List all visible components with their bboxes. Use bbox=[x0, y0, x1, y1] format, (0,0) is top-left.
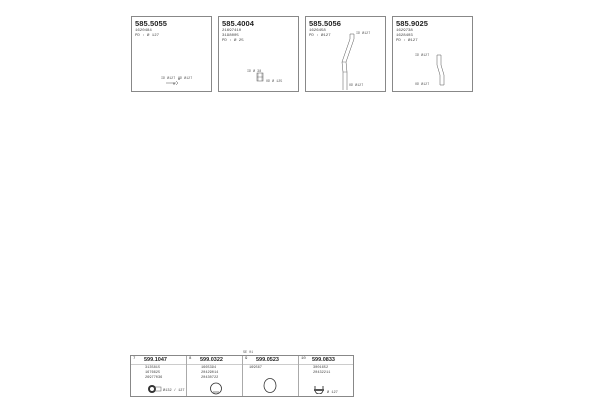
inner-diameter-label: ID Ø127 bbox=[415, 54, 430, 58]
accessory-cell-599-0833[interactable] bbox=[299, 356, 353, 396]
part-ref: PD : Ø127 bbox=[396, 39, 418, 43]
part-ref: PD : Ø 25 bbox=[222, 39, 244, 43]
accessory-cell-599-1047[interactable] bbox=[131, 356, 187, 396]
part-card-585-5056[interactable] bbox=[305, 16, 386, 92]
sealing-ring-icon bbox=[262, 377, 278, 394]
position-number: 7 bbox=[133, 357, 136, 361]
outer-diameter-label: OD Ø127 bbox=[349, 84, 364, 88]
accessory-cell-599-0322[interactable] bbox=[187, 356, 243, 396]
accessory-header bbox=[243, 356, 298, 365]
accessory-ref: 1676625 bbox=[145, 371, 161, 375]
clamp-pipe-sketch bbox=[219, 17, 300, 93]
outer-diameter-label: OD Ø127 bbox=[178, 77, 193, 81]
part-number: 585.5055 bbox=[135, 19, 168, 28]
accessory-number: 599.0322 bbox=[200, 356, 223, 363]
part-number: 585.5056 bbox=[309, 19, 342, 28]
part-number: 585.9025 bbox=[396, 19, 429, 28]
accessory-dim: Ø 127 bbox=[327, 391, 338, 395]
accessory-dim: Ø132 / 127 bbox=[163, 389, 185, 393]
part-ref: 1629738 bbox=[396, 29, 413, 33]
inner-diameter-label: ID Ø127 bbox=[356, 32, 371, 36]
strip-top-mark: SE 01 bbox=[243, 351, 254, 355]
accessory-ref: 20430722 bbox=[201, 376, 219, 380]
position-number: 10 bbox=[301, 357, 306, 361]
part-ref: PD : Ø127 bbox=[309, 34, 331, 38]
accessory-cell-599-0523[interactable] bbox=[243, 356, 299, 396]
part-card-585-4004[interactable] bbox=[218, 16, 299, 92]
position-number: 9 bbox=[245, 357, 248, 361]
accessory-number: 599.0523 bbox=[256, 356, 279, 363]
accessory-header bbox=[131, 356, 186, 365]
part-ref: 1626458 bbox=[309, 29, 326, 33]
part-card-585-9025[interactable] bbox=[392, 16, 473, 92]
accessory-ref: 169567 bbox=[249, 366, 262, 370]
accessory-number: 599.0833 bbox=[312, 356, 335, 363]
u-bolt-clamp-icon bbox=[313, 384, 325, 394]
accessory-number: 599.1047 bbox=[144, 356, 167, 363]
pipe-mark-label: M bbox=[173, 83, 176, 87]
inner-diameter-label: ID Ø 38 bbox=[247, 70, 262, 74]
offset-pipe-sketch bbox=[393, 17, 474, 93]
accessory-header bbox=[299, 356, 353, 365]
part-ref: PD : Ø 127 bbox=[135, 34, 160, 38]
accessory-ref: 20429014 bbox=[201, 371, 219, 375]
outer-diameter-label: OD Ø127 bbox=[415, 83, 430, 87]
part-ref: 3198005 bbox=[222, 34, 239, 38]
position-number: 8 bbox=[189, 357, 192, 361]
accessory-strip bbox=[130, 355, 354, 397]
part-ref: 21697410 bbox=[222, 29, 242, 33]
part-ref: 1620484 bbox=[135, 29, 152, 33]
part-number: 585.4004 bbox=[222, 19, 255, 28]
accessory-ref: 3135815 bbox=[145, 366, 161, 370]
part-ref: 1628403 bbox=[396, 34, 413, 38]
inner-diameter-label: ID Ø127 bbox=[161, 77, 176, 81]
gasket-icon bbox=[147, 384, 163, 394]
clamp-ring-icon bbox=[209, 382, 223, 395]
accessory-ref: 1665394 bbox=[201, 366, 217, 370]
accessory-header bbox=[187, 356, 242, 365]
bent-pipe-sketch bbox=[306, 17, 387, 93]
short-pipe-sketch bbox=[132, 17, 213, 93]
part-card-585-5055[interactable] bbox=[131, 16, 212, 92]
accessory-ref: 26977036 bbox=[145, 376, 163, 380]
accessory-ref: 3001652 bbox=[313, 366, 329, 370]
accessory-ref: 20432211 bbox=[313, 371, 331, 375]
outer-diameter-label: OD Ø 125 bbox=[266, 80, 283, 84]
